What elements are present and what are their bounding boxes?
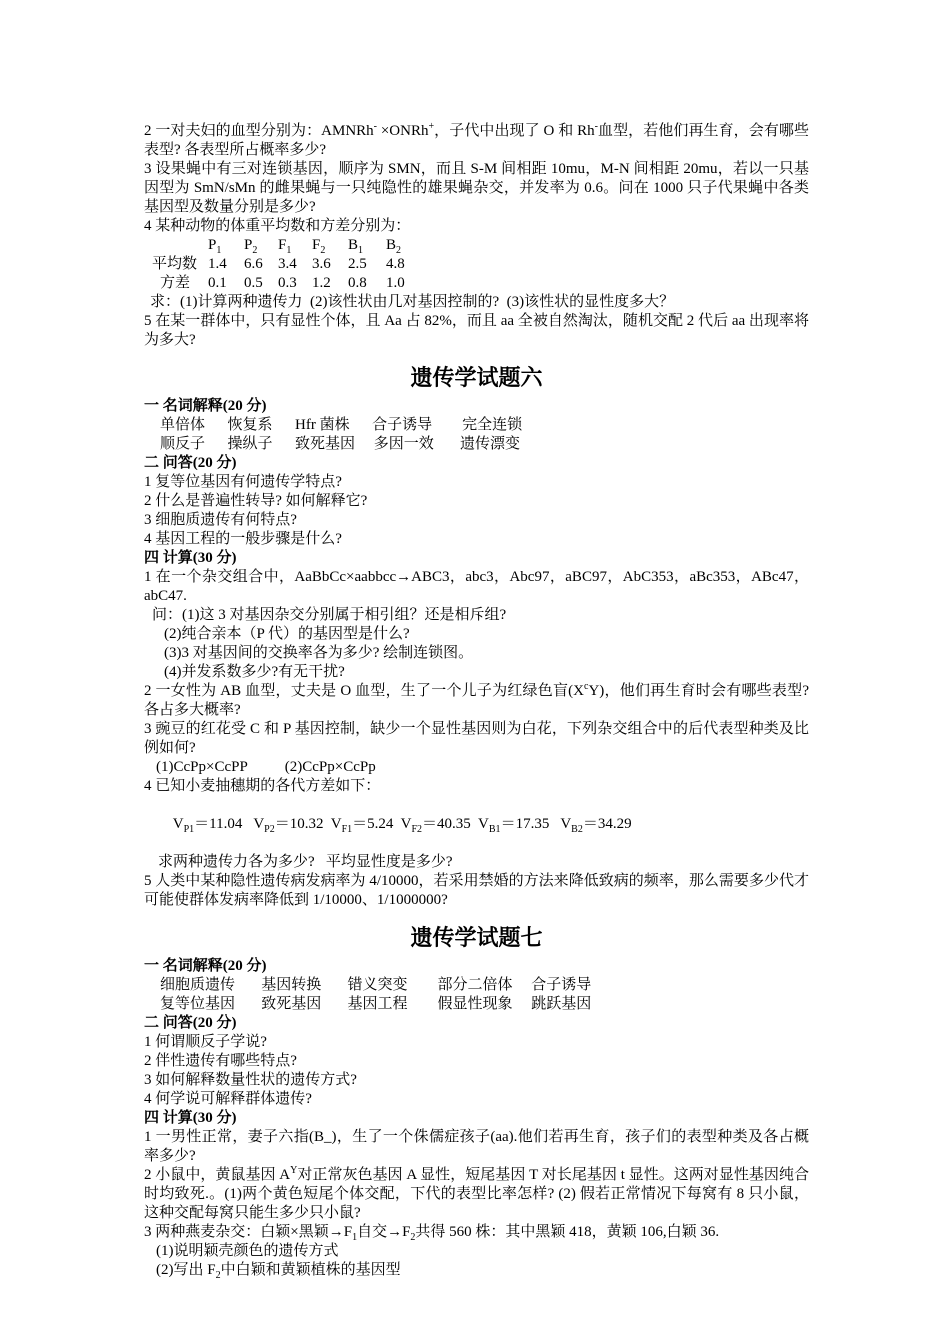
table-header: $F_1$ xyxy=(278,237,292,256)
variance-value: $V_{B1}=17.35$ xyxy=(478,816,550,835)
mean-cell: 6.6 xyxy=(244,256,263,272)
exam6-terms-row2: 顺反子 操纵子 致死基因 多因一效 遗传漂变 xyxy=(160,436,521,452)
q2-sup-1: - xyxy=(373,121,377,132)
exam6-calc-1d: (4)并发系数多少?有无干扰? xyxy=(164,664,345,680)
exam6-calc-3-cross: (1)CcPp×CcPP (2)CcPp×CcPp xyxy=(156,759,376,775)
q2-text-a: 2 一对夫妇的血型分别为：AMNRh xyxy=(144,123,374,139)
q2-sup-3: - xyxy=(594,121,598,132)
exam6-qa-1: 1 复等位基因有何遗传学特点? xyxy=(144,474,342,490)
exam7-section4-title: 四 计算(30 分) xyxy=(144,1110,237,1126)
exam6-calc-2-sup: c xyxy=(584,681,589,692)
exam6-qa-2: 2 什么是普遍性转导? 如何解释它? xyxy=(144,493,368,509)
table-header: $B_2$ xyxy=(386,237,402,256)
mean-cell: 3.4 xyxy=(278,256,297,272)
variance-value: $V_{B2}=34.29$ xyxy=(560,816,632,835)
question-2 xyxy=(144,122,809,160)
table-corner xyxy=(152,236,208,255)
question-4-ask: 求：(1)计算两种遗传力 (2)该性状由几对基因控制的? (3)该性状的显性度多大？ xyxy=(150,294,675,310)
exam7-terms-row1: 细胞质遗传 基因转换 错义突变 部分二倍体 合子诱导 xyxy=(160,977,592,993)
exam6-calc-2 xyxy=(144,682,809,720)
exam7-calc-3-2: (2)写出 $F_2$中白颖和黄颖植株的基因型 xyxy=(156,1262,401,1281)
question-5: 5 在某一群体中，只有显性个体，且 Aa 占 82%，而且 aa 全被自然淘汰，随机交配 2 代后 aa 出现率将为多大? xyxy=(144,313,809,348)
exam6-qa-3: 3 细胞质遗传有何特点? xyxy=(144,512,297,528)
exam6-calc-2-text-a: 2 一女性为 AB 血型，丈夫是 O 血型，生了一个儿子为红绿色盲(X xyxy=(144,683,585,699)
variance-value: $V_{P2}=10.32$ xyxy=(253,816,324,835)
var-cell: 0.8 xyxy=(348,275,367,291)
mean-cell: 4.8 xyxy=(386,256,405,272)
exam6-calc-1: 1 在一个杂交组合中，AaBbCc×aabbcc→ABC3，abc3，Abc97，aBC97，AbC353，aBc353，ABc47， abC47. xyxy=(144,569,809,604)
exam7-calc-1: 1 一男性正常，妻子六指(B_)，生了一个侏儒症孩子(aa).他们若再生育，孩子们的表型种类及各占概率多少? xyxy=(144,1129,809,1164)
mean-cell: 2.5 xyxy=(348,256,367,272)
exam7-calc-2-text-a: 2 小鼠中，黄鼠基因 A xyxy=(144,1167,291,1183)
exam6-calc-4-ask: 求两种遗传力各为多少? 平均显性度是多少? xyxy=(158,854,453,870)
q2-sup-2: + xyxy=(428,121,435,132)
exam7-calc-2-sup: Y xyxy=(290,1165,298,1176)
exam6-calc-1a: 问：(1)这 3 对基因杂交分别属于相引组？还是相斥组? xyxy=(152,607,507,623)
exam6-qa-4: 4 基因工程的一般步骤是什么? xyxy=(144,531,342,547)
exam7-calc-2 xyxy=(144,1166,809,1223)
exam6-calc-4: 4 已知小麦抽穗期的各代方差如下： xyxy=(144,778,381,794)
exam7-calc-2-text-b: 对正常灰色基因 A 显性，短尾基因 T 对长尾基因 t 显性。这两对显性基因纯合时均致死.。(1)两个黄色短尾个体交配，下代的表型比率怎样? (2) 假若正常情况下每窝有 8 只小鼠，这种交配每窝只能生多少只小鼠? xyxy=(144,1167,809,1221)
table-header: $P_2$ xyxy=(244,237,258,256)
variance-value: $V_{F2}=40.35$ xyxy=(400,816,471,835)
exam7-qa-1: 1 何谓顺反子学说? xyxy=(144,1034,267,1050)
exam6-calc-5: 5 人类中某种隐性遗传病发病率为 4/10000，若采用禁婚的方法来降低致病的频率，那么需要多少代才可能使群体发病率降低到 1/10000、1/1000000? xyxy=(144,873,809,908)
exam6-title: 遗传学试题六 xyxy=(410,366,543,391)
exam7-qa-4: 4 何学说可解释群体遗传? xyxy=(144,1091,312,1107)
var-cell: 0.1 xyxy=(208,275,227,291)
var-cell: 1.0 xyxy=(386,275,405,291)
exam6-terms-row1: 单倍体 恢复系 Hfr 菌株 合子诱导 完全连锁 xyxy=(160,417,523,433)
question-4: 4 某种动物的体重平均数和方差分别为： xyxy=(144,218,411,234)
var-cell: 0.5 xyxy=(244,275,263,291)
mean-label: 平均数 xyxy=(152,256,198,272)
var-cell: 1.2 xyxy=(312,275,331,291)
exam6-calc-2-text-b: Y)，他们再生育时会有哪些表型? 各占多大概率? xyxy=(144,683,809,718)
q2-text-d: 血型，若他们再生育，会有哪些表型? 各表型所占概率多少? xyxy=(144,123,809,158)
exam6-calc-3: 3 豌豆的红花受 C 和 P 基因控制，缺少一个显性基因则为白花，下列杂交组合中的后代表型种类及比例如何? xyxy=(144,721,809,756)
exam7-qa-2: 2 伴性遗传有哪些特点? xyxy=(144,1053,297,1069)
question-3: 3 设果蝇中有三对连锁基因，顺序为 SMN，而且 S-M 间相距 10mu，M-N 间相距 20mu，若以一只基因型为 SmN/sMn 的雌果蝇与一只纯隐性的雄果蝇杂交，并发率为 0.6。问在 1000 只子代果蝇中各类基因型及数量分别是多少? xyxy=(144,161,809,215)
variance-value: $V_{F1}=5.24$ xyxy=(330,816,394,835)
exam7-calc-3: 3 两种燕麦杂交：白颖×黑颖$\to F_1$自交$\to F_2$共得 560 株：其中黑颖 418，黄颖 106,白颖 36. xyxy=(144,1224,720,1243)
exam7-title: 遗传学试题七 xyxy=(410,926,543,951)
exam7-terms-row2: 复等位基因 致死基因 基因工程 假显性现象 跳跃基因 xyxy=(160,996,592,1012)
variance-table xyxy=(144,236,809,293)
q2-text-c: ，子代中出现了 O 和 Rh xyxy=(434,123,595,139)
exam7-calc-3-1: (1)说明颖壳颜色的遗传方式 xyxy=(156,1243,339,1259)
mean-cell: 1.4 xyxy=(208,256,227,272)
variance-value: $V_{P1}=11.04$ xyxy=(172,816,243,835)
document-page xyxy=(144,122,809,1280)
exam7-section2-title: 二 问答(20 分) xyxy=(144,1015,237,1031)
table-header: $B_1$ xyxy=(348,237,364,256)
exam6-calc-1b: (2)纯合亲本（P 代）的基因型是什么? xyxy=(164,626,410,642)
exam7-section1-title: 一 名词解释(20 分) xyxy=(144,958,267,974)
table-header: $F_2$ xyxy=(312,237,326,256)
mean-cell: 3.6 xyxy=(312,256,331,272)
exam6-section4-title: 四 计算(30 分) xyxy=(144,550,237,566)
q2-text-b: ×ONRh xyxy=(377,123,429,139)
var-label: 方差 xyxy=(160,275,191,291)
exam6-section2-title: 二 问答(20 分) xyxy=(144,455,237,471)
exam6-calc-4-values xyxy=(144,796,809,853)
exam7-qa-3: 3 如何解释数量性状的遗传方式? xyxy=(144,1072,357,1088)
table-header: $P_1$ xyxy=(208,237,222,256)
exam6-calc-1c: (3)3 对基因间的交换率各为多少? 绘制连锁图。 xyxy=(164,645,474,661)
var-cell: 0.3 xyxy=(278,275,297,291)
exam6-section1-title: 一 名词解释(20 分) xyxy=(144,398,267,414)
